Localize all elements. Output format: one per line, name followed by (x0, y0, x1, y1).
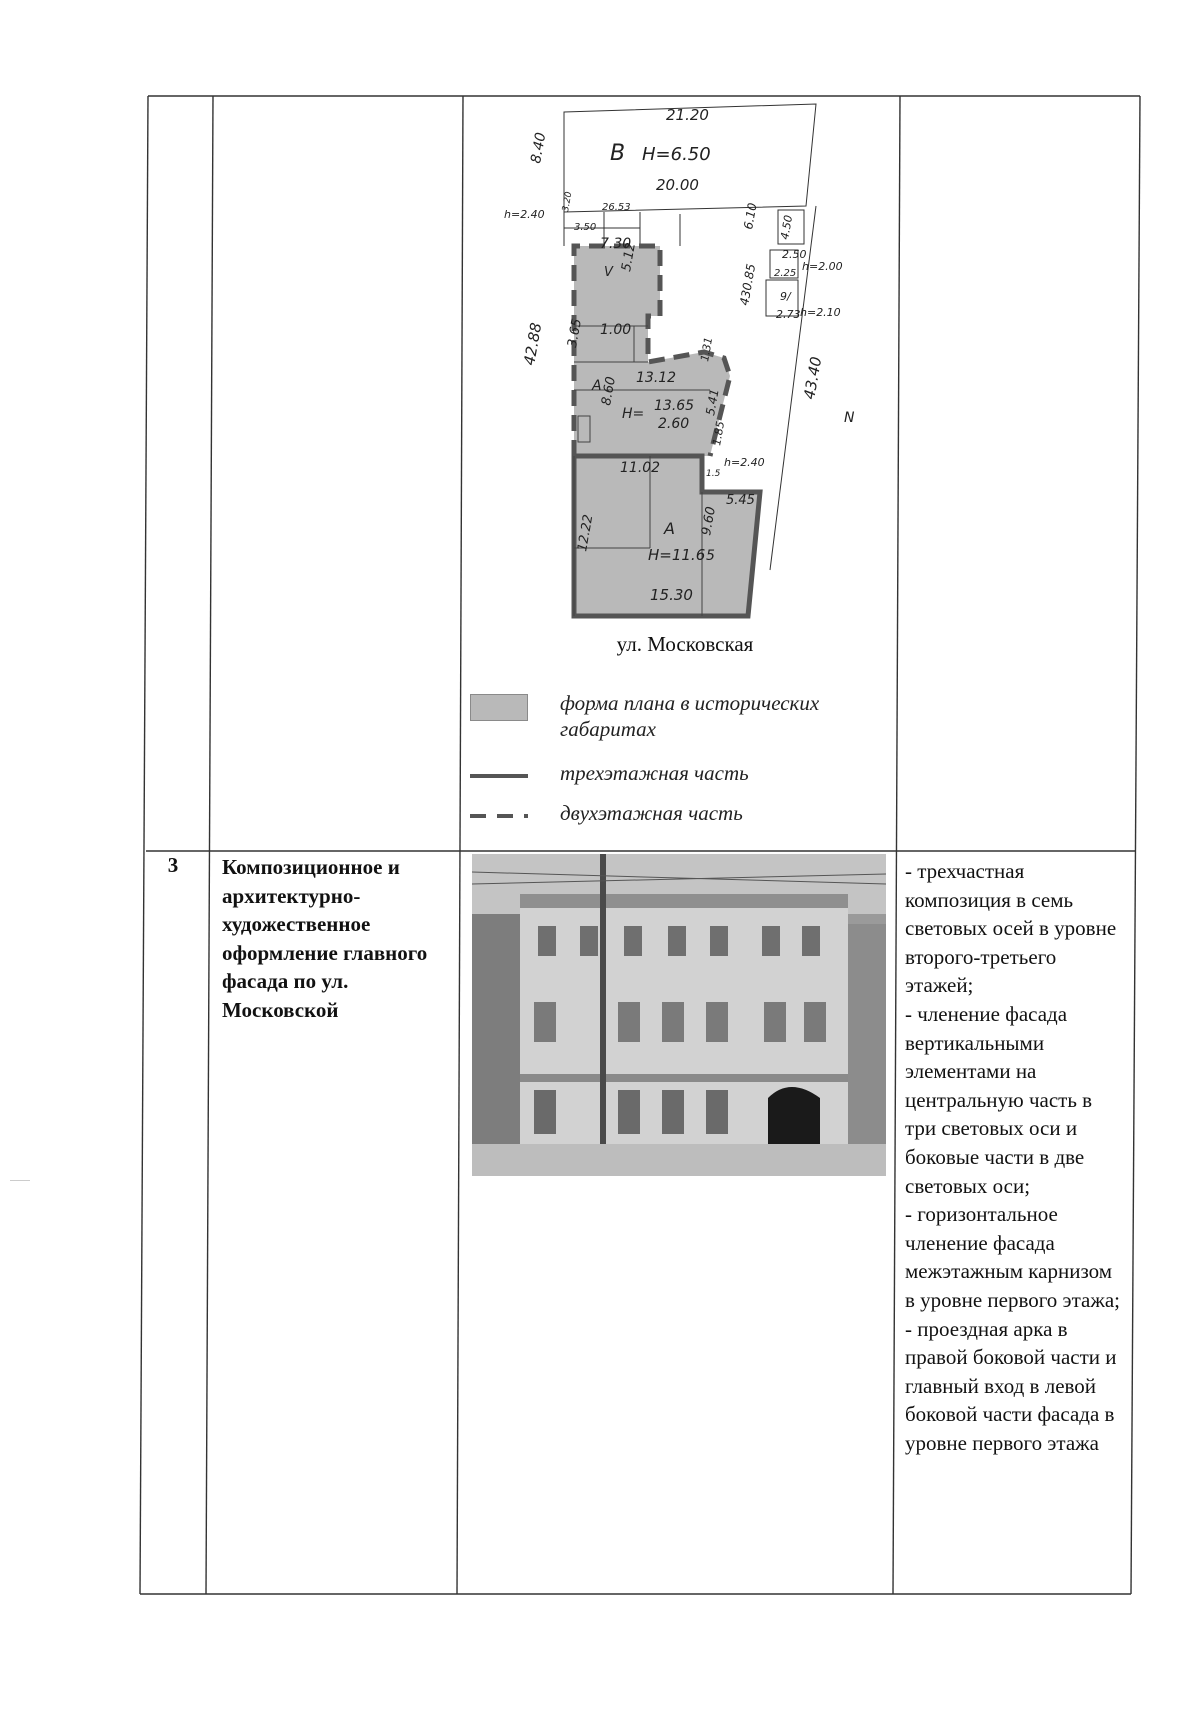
plan-dimension-label: 3.65 (565, 317, 585, 349)
legend-item-historic-footprint (470, 690, 900, 750)
plan-dimension-label: 13.65 (654, 398, 695, 414)
plan-dimension-label: h=2.00 (802, 260, 843, 273)
legend-label: форма плана в исторических габаритах (560, 691, 820, 741)
plan-dimension-label: 8.40 (528, 131, 550, 165)
row-number: 3 (167, 853, 179, 877)
legend-swatch-dashed-line (470, 814, 528, 818)
plan-dimension-label: 3.20 (561, 191, 575, 213)
plan-dimension-label: А (592, 378, 602, 394)
plan-dimension-label: 20.00 (656, 176, 699, 194)
plan-dimension-label: 6.10 (741, 201, 760, 231)
plan-dimension-label: 5.12 (619, 241, 639, 273)
feature-description: - трехчастная композиция в семь световых осей в уровне второго-третьего этажей; - членение фасада вертикальными элементами на центральную часть в три световых оси и боковые части в две световых оси; - горизонтальное членение фасада межэтажным карнизом в уровне первого этажа; - проездная арка в правой боковой части и главный вход в левой боковой части фасада в уровне первого этажа (905, 859, 1120, 1455)
plan-dimension-label: 1.00 (600, 322, 632, 338)
plan-dimension-label: 2.60 (658, 416, 690, 432)
plan-dimension-label: 26.53 (602, 202, 631, 213)
legend-swatch-solid-line (470, 774, 528, 778)
plan-dimension-label: 12.22 (575, 513, 597, 553)
plan-dimension-label: V (604, 265, 613, 280)
plan-dimension-label: 9/ (780, 290, 791, 303)
facade-photo (472, 854, 886, 1176)
legend-swatch-fill (470, 694, 528, 721)
plan-dimension-label: 2.73 (776, 308, 801, 321)
plan-dimension-label: 43.40 (800, 355, 826, 401)
plan-dimension-label: 430.85 (737, 262, 759, 307)
plan-dimension-label: 5.41 (703, 387, 722, 417)
plan-dimension-label: 1.85 (710, 420, 728, 447)
plan-dimension-label: А (664, 519, 675, 538)
plan-dimension-label: 4.50 (778, 214, 796, 241)
site-plan-drawing (470, 100, 900, 660)
plan-dimension-label: 5 (706, 548, 715, 564)
margin-mark (10, 1180, 30, 1181)
plan-dimension-label: 9.60 (699, 505, 719, 537)
plan-dimension-label: 13.12 (636, 370, 677, 386)
plan-dimension-label: 11.02 (620, 460, 661, 476)
plan-dimension-label: Н=11.6 (648, 546, 706, 564)
plan-dimension-label: 1.5 (706, 469, 721, 479)
plan-dimension-label: 2.25 (774, 268, 797, 279)
plan-dimension-label: 8.60 (599, 375, 619, 407)
plan-dimension-label: 21.20 (666, 106, 709, 124)
plan-dimension-label: 7.30 (600, 236, 632, 252)
plan-dimension-label: В (610, 141, 626, 166)
plan-dimension-label: h=2.40 (504, 208, 545, 221)
street-caption: ул. Московская (616, 632, 754, 656)
plan-dimension-label: 2.50 (782, 248, 807, 261)
plan-dimension-label: 5.45 (726, 493, 755, 508)
legend-label: двухэтажная часть (560, 801, 743, 825)
legend-item-two-storey (470, 800, 900, 860)
plan-dimension-label: 3.50 (574, 222, 597, 233)
plan-dimension-label: 1.31 (698, 336, 716, 363)
plan-dimension-label: 42.88 (520, 321, 546, 367)
plan-dimension-label: h=2.40 (724, 456, 765, 469)
plan-dimension-label: 15.30 (650, 586, 693, 604)
feature-title: Композиционное и архитектурно-художественное оформление главного фасада по ул. Московской (222, 855, 428, 1022)
legend-label: трехэтажная часть (560, 761, 749, 785)
plan-dimension-label: N (844, 410, 855, 426)
plan-dimension-label: Н= (622, 406, 645, 422)
plan-dimension-label: Н=6.50 (642, 144, 711, 165)
plan-dimension-label: h=2.10 (800, 306, 841, 319)
